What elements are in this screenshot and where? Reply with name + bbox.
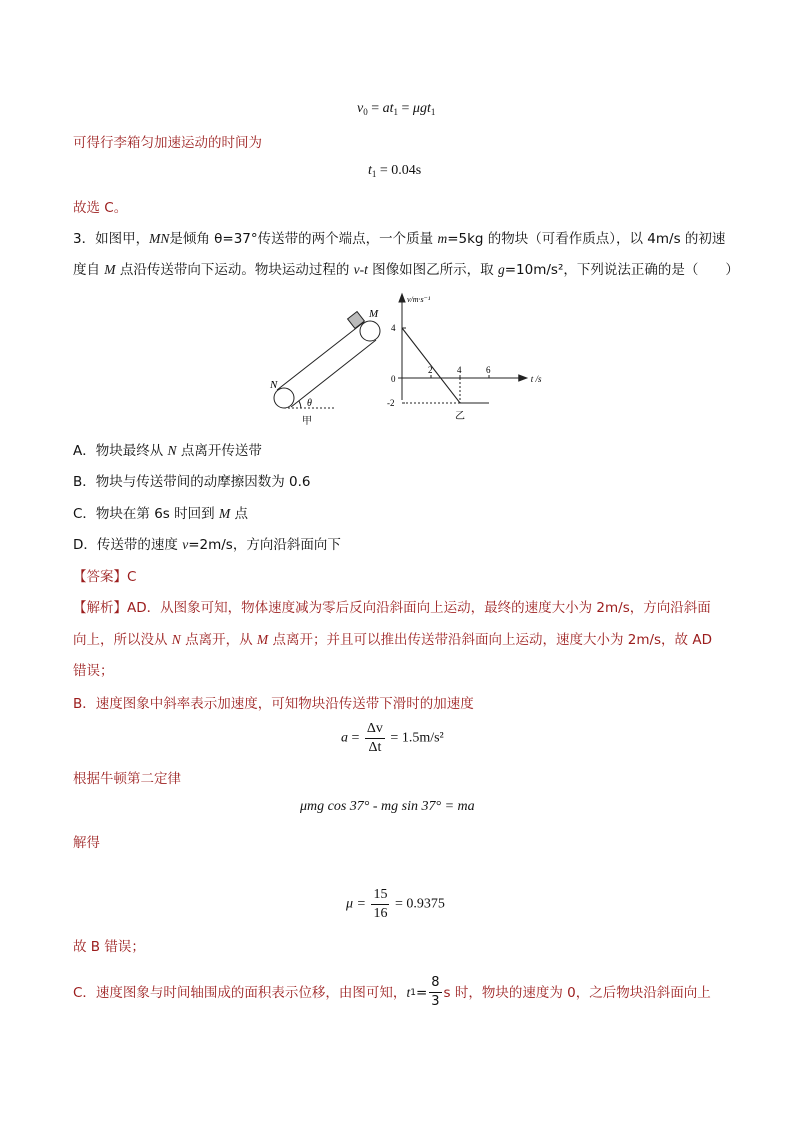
text-time-intro: 可得行李箱匀加速运动的时间为 [73,135,262,151]
analysis-ad-line-2: 向上，所以没从 N 点离开，从 M 点离开；并且可以推出传送带沿斜面向上运动，速度大小为 2m/s，故 AD [73,632,712,648]
series-line-v [402,328,489,403]
y-axis-arrow [399,294,405,302]
equation-t1: $t_1 = 0.04s$ [368,163,422,179]
equation-newton: μmg cos 37° - mg sin 37° = ma [300,799,475,814]
figure-conveyor-belt [265,300,400,430]
y-tick-label: 4 [391,323,396,333]
caption-yi: 乙 [455,411,465,422]
x-tick-label: 6 [486,365,491,375]
x-tick-label: 2 [428,365,433,375]
origin-label: 0 [391,374,396,384]
text-newton: 根据牛顿第二定律 [73,771,181,787]
caption-jia: 甲 [302,416,312,427]
question-line-1: 3．如图甲，MN是倾角 θ=37°传送带的两个端点，一个质量 m=5kg 的物块（可看作质点），以 4m/s 的初速 [73,231,726,247]
pulley-n [274,388,294,408]
equation-v0: $v_0 = at_1 = \mu gt_1$ [357,101,436,117]
x-axis-label: t /s [530,374,542,384]
belt-bottom [291,340,376,407]
label-n: N [270,379,278,391]
x-axis-arrow [519,375,527,381]
analysis-c-line-1: C．速度图象与时间轴围成的面积表示位移，由图可知， t 1 = $\frac{8}{3}$ s 时，物块的速度为 0，之后物块沿斜面向上 [73,975,711,1009]
x-tick-label: 4 [457,365,462,375]
option-d: D．传送带的速度 v=2m/s，方向沿斜面向下 [73,537,341,553]
belt-top [277,322,364,390]
text-choose-c: 故选 C。 [73,200,128,216]
analysis-ad-line-1: 【解析】AD．从图象可知，物体速度减为零后反向沿斜面向上运动，最终的速度大小为 2m/s，方向沿斜面 [73,600,711,616]
text-solve: 解得 [73,835,100,851]
angle-arc [299,401,301,408]
pulley-m [360,321,380,341]
analysis-ad-line-3: 错误； [73,663,114,679]
y-axis-label: v/m·s⁻¹ [407,295,431,304]
option-c: C．物块在第 6s 时回到 M 点 [73,506,248,522]
analysis-b-line-1: B．速度图象中斜率表示加速度，可知物块沿传送带下滑时的加速度 [73,696,474,712]
text-b-wrong: 故 B 错误； [73,939,145,955]
vt-chart [385,288,542,423]
equation-acceleration: a = $\frac{\Delta v}{\Delta t}$ = 1.5m/s² [341,721,444,755]
y-tick-label: -2 [387,398,395,408]
option-b: B．物块与传送带间的动摩擦因数为 0.6 [73,474,311,490]
equation-mu: μ = $\frac{15}{16}$ = 0.9375 [346,887,445,921]
label-m: M [369,308,379,320]
option-a: A．物块最终从 N 点离开传送带 [73,443,262,459]
answer: 【答案】C [73,569,137,585]
label-theta: θ [307,398,312,409]
question-line-2: 度自 M 点沿传送带向下运动。物块运动过程的 v-t 图像如图乙所示，取 g=10m/s²，下列说法正确的是（ ） [73,262,739,278]
